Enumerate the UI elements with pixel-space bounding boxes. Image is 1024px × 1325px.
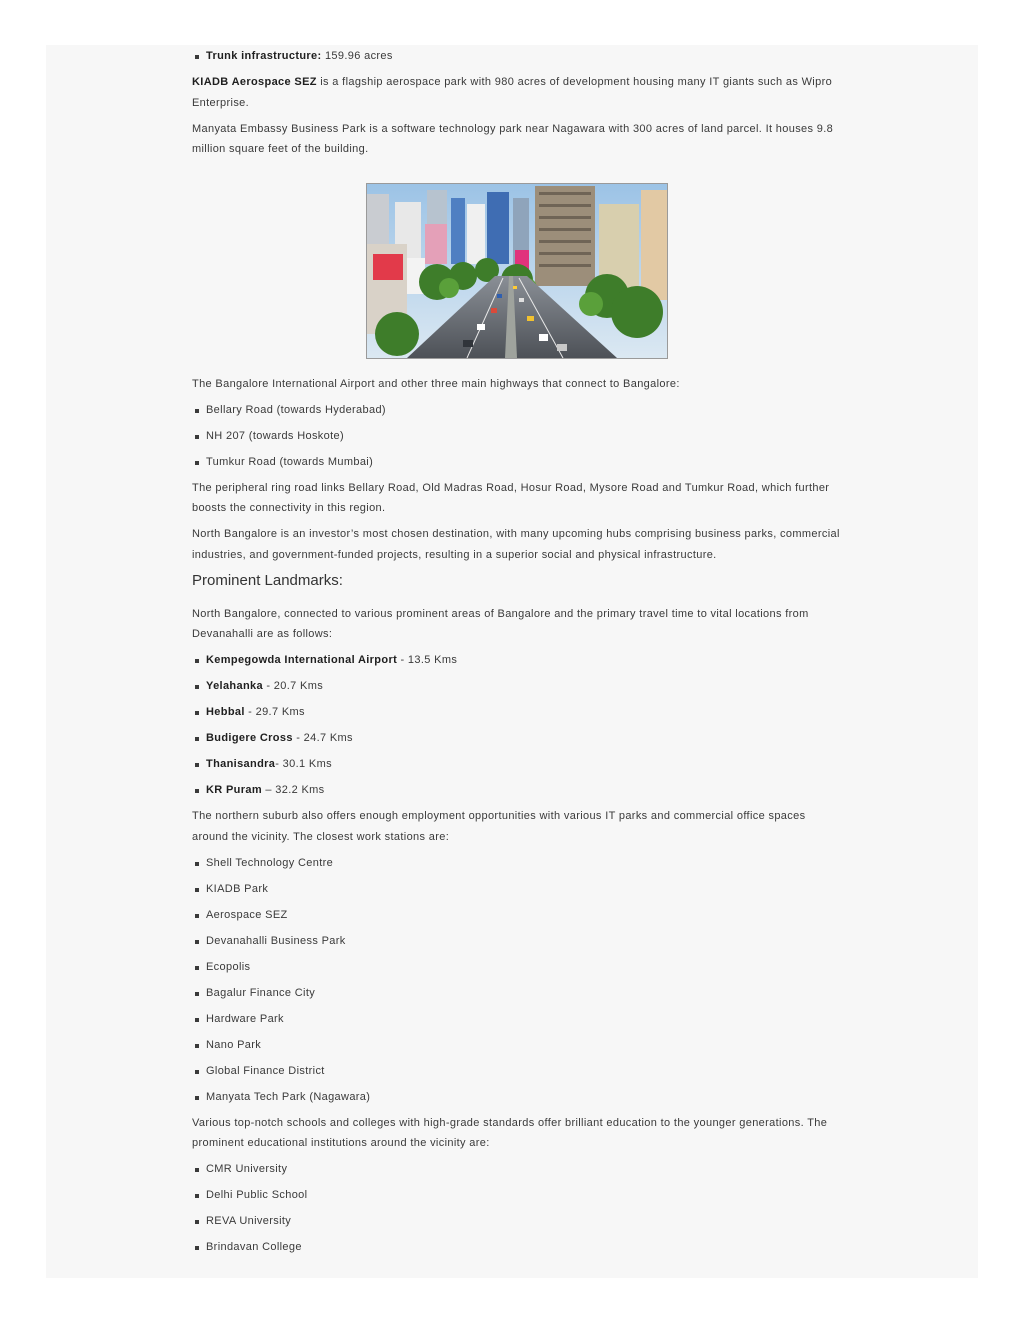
- landmark-distance: - 30.1 Kms: [275, 758, 332, 770]
- manyata-paragraph: Manyata Embassy Business Park is a software technology park near Nagawara with 300 acres of land parcel. It houses 9.8 million square feet of the building.: [192, 122, 834, 155]
- list-item: KIADB Park: [192, 879, 842, 900]
- kiadb-paragraph: [192, 72, 842, 113]
- list-item: Devanahalli Business Park: [192, 931, 842, 952]
- item-label: Trunk infrastructure:: [206, 50, 322, 62]
- list-item: Brindavan College: [192, 1237, 842, 1258]
- list-item: Manyata Tech Park (Nagawara): [192, 1087, 842, 1108]
- photo-container: [192, 183, 842, 359]
- article-content: [192, 45, 842, 1263]
- landmark-distance: - 24.7 Kms: [292, 732, 353, 744]
- list-item: [192, 676, 842, 697]
- landmarks-intro: North Bangalore, connected to various prominent areas of Bangalore and the primary travel time to vital locations from Devanahalli are as follows:: [192, 607, 809, 640]
- landmark-distance: - 20.7 Kms: [262, 680, 324, 692]
- list-item: Aerospace SEZ: [192, 905, 842, 926]
- landmarks-heading: Prominent Landmarks:: [192, 571, 343, 589]
- landmark-name: KR Puram: [206, 784, 262, 796]
- list-item: Ecopolis: [192, 957, 842, 978]
- list-item: Delhi Public School: [192, 1185, 842, 1206]
- landmark-name: Hebbal: [206, 706, 245, 718]
- landmark-name: Kempegowda International Airport: [206, 654, 398, 666]
- list-item: [192, 702, 842, 723]
- landmark-name: Thanisandra: [206, 758, 276, 770]
- list-item: Global Finance District: [192, 1061, 842, 1082]
- list-item: [192, 46, 842, 67]
- list-item: [192, 650, 842, 671]
- airport-paragraph: The Bangalore International Airport and other three main highways that connect to Bangalore:: [192, 377, 680, 390]
- landmark-distance: - 29.7 Kms: [244, 706, 305, 718]
- kiadb-text: is a flagship aerospace park with 980 acres of development housing many IT giants such as Wipro Enterprise.: [192, 76, 833, 109]
- list-item: [192, 780, 842, 801]
- list-item: Nano Park: [192, 1035, 842, 1056]
- kiadb-name: KIADB Aerospace SEZ: [192, 76, 317, 88]
- list-item: REVA University: [192, 1211, 842, 1232]
- landmark-distance: - 13.5 Kms: [397, 654, 458, 666]
- ring-road-paragraph: The peripheral ring road links Bellary Road, Old Madras Road, Hosur Road, Mysore Road and Tumkur Road, which further boosts the connectivity in this region.: [192, 481, 830, 514]
- highway-list: [192, 400, 842, 473]
- investor-paragraph: North Bangalore is an investor’s most chosen destination, with many upcoming hubs comprising business parks, commercial industries, and government-funded projects, resulting in a superior social and physical infrastructure.: [192, 528, 840, 561]
- list-item: Tumkur Road (towards Mumbai): [192, 452, 842, 473]
- list-item: [192, 728, 842, 749]
- list-item: NH 207 (towards Hoskote): [192, 426, 842, 447]
- landmark-distance: – 32.2 Kms: [261, 784, 325, 796]
- work-intro: The northern suburb also offers enough employment opportunities with various IT parks and commercial office spaces around the vicinity. The closest work stations are:: [192, 810, 806, 843]
- city-highway-photo: [366, 183, 668, 359]
- schools-list: [192, 1159, 842, 1258]
- list-item: [192, 754, 842, 775]
- list-item: Bagalur Finance City: [192, 983, 842, 1004]
- landmarks-list: [192, 650, 842, 801]
- list-item: Bellary Road (towards Hyderabad): [192, 400, 842, 421]
- list-item: CMR University: [192, 1159, 842, 1180]
- education-intro: Various top-notch schools and colleges with high-grade standards offer brilliant education to the younger generations. The prominent educational institutions around the vicinity are:: [192, 1116, 828, 1149]
- landmark-name: Yelahanka: [206, 680, 263, 692]
- infra-list: [192, 46, 842, 67]
- work-stations-list: [192, 853, 842, 1108]
- item-value: 159.96 acres: [321, 50, 393, 62]
- landmark-name: Budigere Cross: [206, 732, 293, 744]
- list-item: Shell Technology Centre: [192, 853, 842, 874]
- document-page: [46, 45, 978, 1278]
- list-item: Hardware Park: [192, 1009, 842, 1030]
